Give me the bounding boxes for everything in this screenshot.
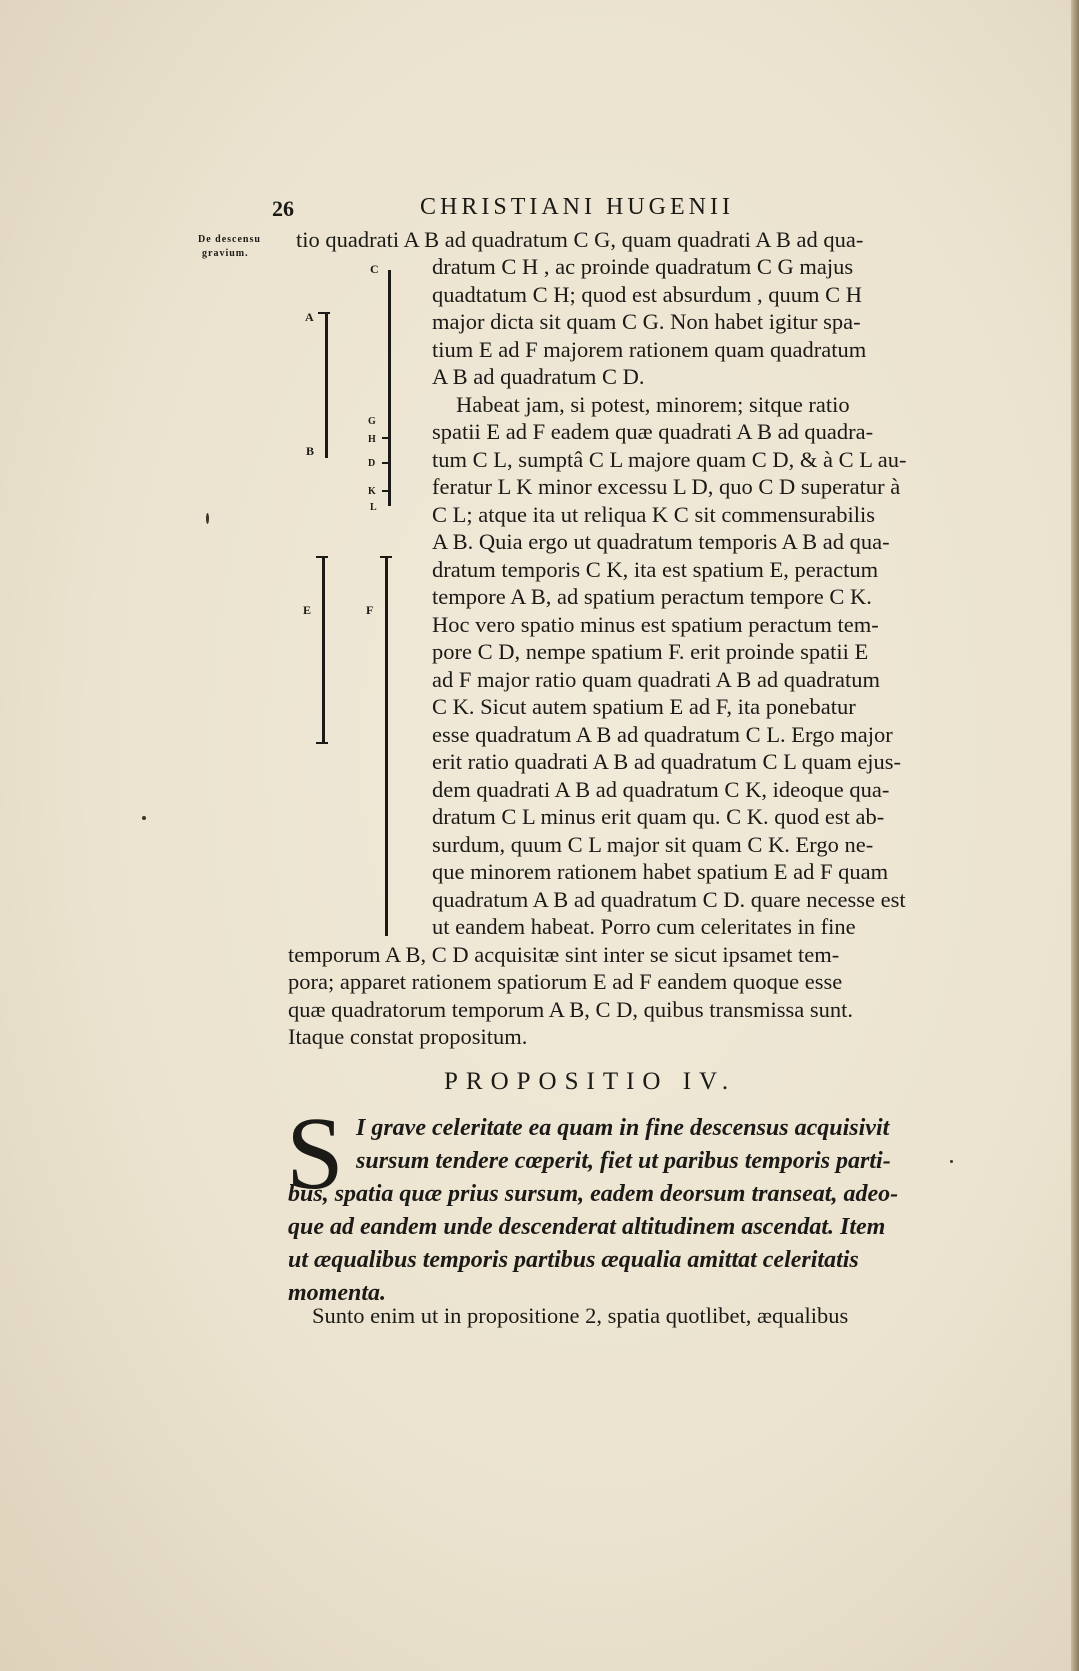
text-line: major dicta sit quam C G. Non habet igitur spa- (432, 309, 861, 334)
text-line: pora; apparet rationem spatiorum E ad F eandem quoque esse (288, 969, 843, 994)
tick-f-top (380, 556, 392, 558)
tick-d (382, 462, 390, 464)
text-line: A B ad quadratum C D. (432, 364, 645, 389)
text-line: quæ quadratorum temporum A B, C D, quibus transmissa sunt. (288, 997, 853, 1022)
text-line: pore C D, nempe spatium F. erit proinde spatii E (432, 639, 869, 664)
text-line: Hoc vero spatio minus est spatium peractum tem- (432, 612, 879, 637)
text-line: tempore A B, ad spatium peractum tempore C K. (432, 584, 872, 609)
label-b: B (306, 444, 315, 458)
text-line: que minorem rationem habet spatium E ad F quam (432, 859, 889, 884)
tick-h (382, 437, 390, 439)
label-l: L (370, 502, 377, 513)
page-header (268, 194, 828, 224)
statement-line: I grave celeritate ea quam in fine descensus acquisivit (356, 1115, 890, 1141)
page-number: 26 (272, 196, 294, 221)
text-line: quadratum A B ad quadratum C D. quare necesse est (432, 887, 906, 912)
statement-line: sursum tendere cœperit, fiet ut paribus temporis parti- (356, 1148, 891, 1174)
text-line: C K. Sicut autem spatium E ad F, ita ponebatur (432, 694, 856, 719)
tick-a (318, 312, 330, 314)
text-line: Habeat jam, si potest, minorem; sitque ratio (456, 392, 850, 417)
statement-line: bus, spatia quæ prius sursum, eadem deorsum transeat, adeo- (288, 1181, 899, 1207)
text-line: erit ratio quadrati A B ad quadratum C L quam ejus- (432, 749, 902, 774)
paper-speck (142, 816, 146, 820)
label-h: H (368, 434, 376, 445)
drop-cap: S (286, 1096, 344, 1211)
text-line: ut eandem habeat. Porro cum celeritates in fine (432, 914, 856, 939)
paper-speck (950, 1160, 953, 1163)
text-line: C L; atque ita ut reliqua K C sit commensurabilis (432, 502, 876, 527)
statement-line: que ad eandem unde descenderat altitudinem ascendat. Item (288, 1214, 886, 1240)
continuation-line: Sunto enim ut in propositione 2, spatia quotlibet, æqualibus (312, 1303, 849, 1328)
statement-line: ut æqualibus temporis partibus æqualia amittat celeritatis (288, 1247, 859, 1273)
page-edge (1071, 0, 1079, 1671)
text-line: feratur L K minor excessu L D, quo C D superatur à (432, 474, 901, 499)
text-line: dratum C H , ac proinde quadratum C G majus (432, 254, 854, 279)
text-line: surdum, quum C L major sit quam C K. Ergo ne- (432, 832, 874, 857)
label-c: C (370, 262, 379, 276)
margin-note-line-2: gravium. (202, 248, 249, 259)
label-k: K (368, 486, 376, 497)
proposition-title: PROPOSITIO IV. (444, 1068, 737, 1095)
text-line: A B. Quia ergo ut quadratum temporis A B ad qua- (432, 529, 890, 554)
text-line: ad F major ratio quam quadrati A B ad quadratum (432, 667, 881, 692)
tick-e-top (316, 556, 328, 558)
text-line: spatii E ad F eadem quæ quadrati A B ad quadra- (432, 419, 874, 444)
text-line: tum C L, sumptâ C L majore quam C D, & à C L au- (432, 447, 907, 472)
text-line: dratum temporis C K, ita est spatium E, peractum (432, 557, 879, 582)
tick-e-bottom (316, 742, 328, 744)
line-cl (388, 270, 391, 506)
line-ab (325, 312, 328, 458)
line-f (385, 556, 388, 936)
running-title: CHRISTIANI HUGENII (420, 194, 734, 220)
label-e: E (303, 603, 312, 617)
line-e (322, 556, 325, 744)
text-line: temporum A B, C D acquisitæ sint inter se sicut ipsamet tem- (288, 942, 840, 967)
margin-note-line-1: De descensu (198, 234, 261, 245)
paper-speck (206, 513, 209, 524)
label-f: F (366, 603, 374, 617)
text-line: quadtatum C H; quod est absurdum , quum C H (432, 282, 862, 307)
text-line: tio quadrati A B ad quadratum C G, quam quadrati A B ad qua- (296, 227, 864, 252)
text-line: tium E ad F majorem rationem quam quadratum (432, 337, 867, 362)
label-d: D (368, 458, 376, 469)
tick-k (382, 490, 390, 492)
statement-line: momenta. (288, 1280, 387, 1306)
text-line: dratum C L minus erit quam qu. C K. quod est ab- (432, 804, 885, 829)
label-a: A (305, 310, 314, 324)
label-g: G (368, 416, 376, 427)
text-line: esse quadratum A B ad quadratum C L. Ergo major (432, 722, 893, 747)
text-line: Itaque constat propositum. (288, 1024, 528, 1049)
text-line: dem quadrati A B ad quadratum C K, ideoque qua- (432, 777, 890, 802)
